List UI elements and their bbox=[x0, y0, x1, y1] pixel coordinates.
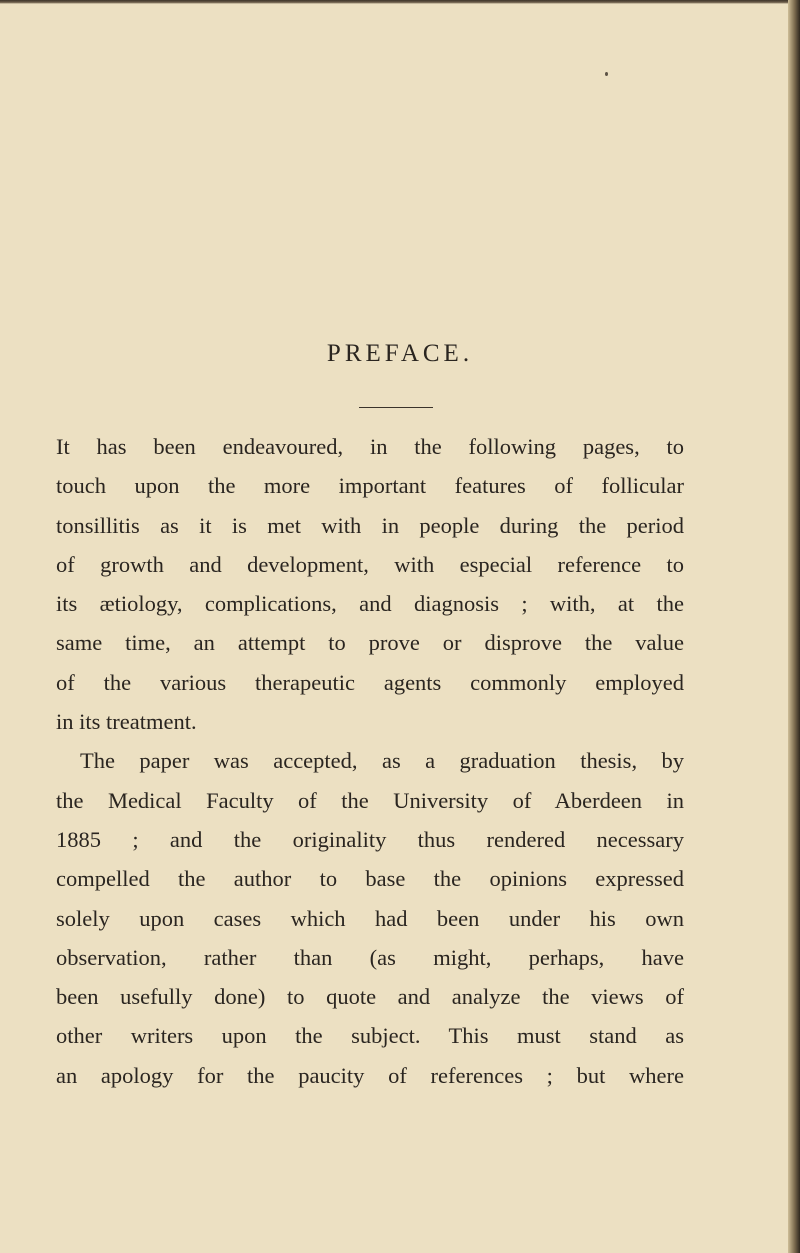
text-line: the Medical Faculty of the University of Aberdeen in bbox=[56, 787, 684, 813]
page-top-edge bbox=[0, 0, 800, 4]
title-divider bbox=[359, 407, 433, 408]
text-line: of growth and development, with especial reference to bbox=[56, 551, 684, 577]
text-line: in its treatment. bbox=[56, 709, 197, 735]
text-line: an apology for the paucity of references ; but where bbox=[56, 1062, 684, 1088]
text-line: solely upon cases which had been under his own bbox=[56, 905, 684, 931]
preface-body bbox=[56, 427, 684, 1095]
ink-speck bbox=[605, 72, 608, 76]
text-line: 1885 ; and the originality thus rendered necessary bbox=[56, 826, 684, 852]
paragraph-2 bbox=[56, 741, 684, 1095]
page-binding-edge bbox=[788, 0, 800, 1253]
text-line: compelled the author to base the opinions expressed bbox=[56, 866, 684, 892]
page-title: PREFACE. bbox=[326, 340, 474, 367]
text-line: been usefully done) to quote and analyze the views of bbox=[56, 984, 684, 1010]
text-line: tonsillitis as it is met with in people during the period bbox=[56, 512, 684, 538]
text-line: It has been endeavoured, in the following pages, to bbox=[56, 434, 684, 459]
text-line: touch upon the more important features of follicular bbox=[56, 473, 684, 499]
paragraph-1 bbox=[56, 427, 684, 741]
text-line: its ætiology, complications, and diagnosis ; with, at the bbox=[56, 591, 684, 617]
text-line: same time, an attempt to prove or disprove the value bbox=[56, 630, 684, 656]
text-line: of the various therapeutic agents commonly employed bbox=[56, 669, 684, 695]
text-line: other writers upon the subject. This must stand as bbox=[56, 1023, 684, 1049]
text-line: The paper was accepted, as a graduation thesis, by bbox=[80, 748, 684, 774]
text-line: observation, rather than (as might, perhaps, have bbox=[56, 944, 684, 970]
